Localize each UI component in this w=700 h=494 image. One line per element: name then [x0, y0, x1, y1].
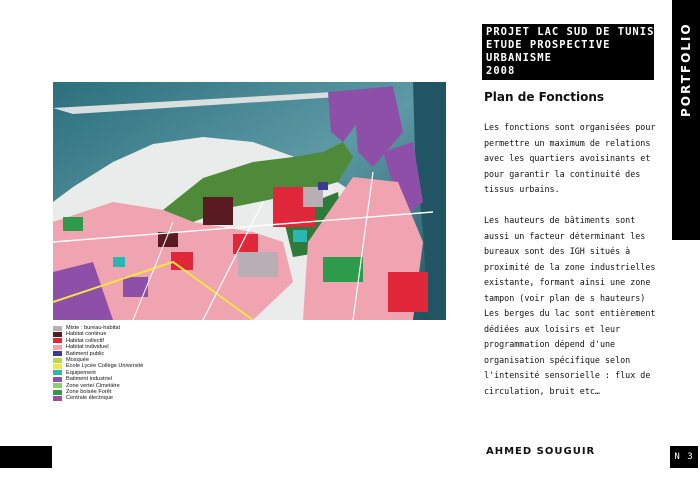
legend-swatch [53, 332, 62, 337]
legend-label: Zone verte/ Cimetière [66, 382, 120, 389]
legend-swatch [53, 338, 62, 343]
paragraph: Les hauteurs de bâtiments sont aussi un facteur déterminant les bureaux sont des IGH situés à proximité de la zone industrielles existante, formant ainsi une zone tampon (voir plan de s hauteurs) [484, 215, 656, 303]
map-illustration [53, 82, 446, 320]
legend-swatch [53, 383, 62, 388]
legend-label: Batiment industriel [66, 376, 113, 383]
title-line: 2008 [486, 65, 516, 77]
legend-label: Ecole Lycée Collège Université [66, 363, 144, 370]
author-name: AHMED SOUGUIR [486, 446, 596, 457]
legend-swatch [53, 390, 62, 395]
legend-label: Habitat continue [66, 331, 107, 338]
page-number: N 3 [670, 446, 698, 468]
legend-label: Equipement [66, 369, 96, 376]
legend-label: Batiment public [66, 350, 105, 357]
legend-label: Centrale électrique [66, 395, 113, 402]
paragraph: Les fonctions sont organisées pour permettre un maximum de relations avec les quartiers avoisinants et pour garantir la continuité des tissus urbains. [484, 122, 656, 194]
portfolio-label: PORTFOLIO [679, 22, 693, 118]
legend-label: Mosquée [66, 356, 90, 363]
legend-swatch [53, 377, 62, 382]
function-plan-map [53, 82, 446, 320]
legend-label: Zone boisée Forêt [66, 388, 112, 395]
description-text [484, 120, 656, 399]
legend-swatch [53, 351, 62, 356]
title-line: PROJET LAC SUD DE TUNIS [486, 26, 655, 38]
section-heading: Plan de Fonctions [484, 90, 605, 104]
corner-block [0, 446, 52, 468]
legend-swatch [53, 370, 62, 375]
map-legend [53, 325, 213, 402]
legend-label: Habitat collectif [66, 337, 104, 344]
title-line: URBANISME [486, 52, 552, 64]
legend-swatch [53, 345, 62, 350]
legend-swatch [53, 358, 62, 363]
legend-swatch [53, 396, 62, 401]
legend-swatch [53, 326, 62, 331]
project-title-block [482, 24, 654, 80]
legend-item [53, 395, 213, 401]
legend-label: Habitat individuel [66, 344, 109, 351]
paragraph: Les berges du lac sont entièrement dédiées aux loisirs et leur programmation dépend d'une organisation spécifique selon l'intensité sensorielle : flux de circulation, bruit etc… [484, 308, 656, 396]
legend-label: Mixte : bureau-habitat [66, 325, 121, 331]
legend-swatch [53, 364, 62, 369]
title-line: ETUDE PROSPECTIVE [486, 39, 611, 51]
